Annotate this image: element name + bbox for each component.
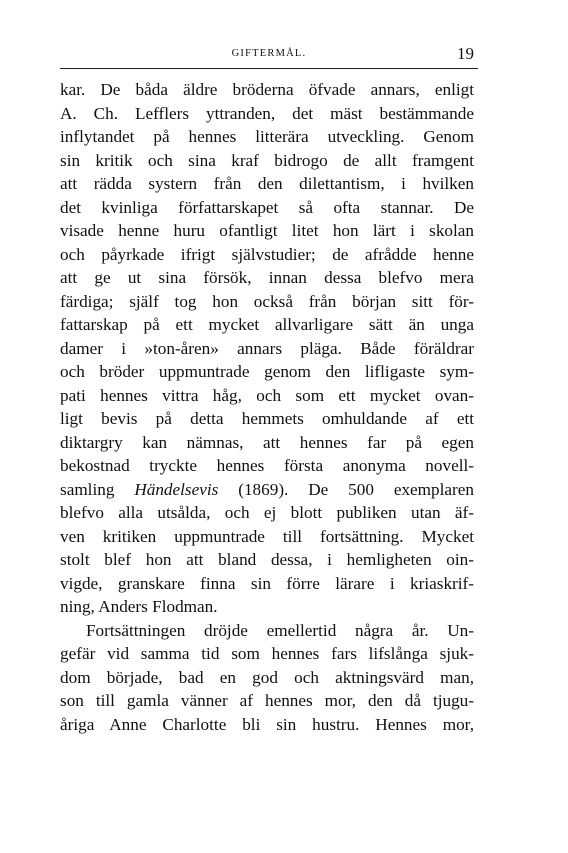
text-line: sin kritik och sina kraf bidrogo de allt framgent <box>60 150 474 170</box>
text-line: blefvo alla utsålda, och ej blott publiken utan äf- <box>60 503 474 522</box>
header-rule <box>60 68 478 69</box>
book-title: Händelsevis <box>134 479 219 499</box>
text-line: gefär vid samma tid som hennes fars lifslånga sjuk- <box>60 644 474 663</box>
text-line: det kvinliga författarskapet så ofta stannar. De <box>60 197 474 217</box>
text-line: fattarskap på ett mycket allvarligare sätt än unga <box>60 315 474 334</box>
text-line: vigde, granskare finna sin förre lärare i kriaskrif- <box>60 573 474 593</box>
text-line: Fortsättningen dröjde emellertid några år. Un- <box>86 620 474 640</box>
line-text: samling <box>60 479 135 499</box>
text-line: damer i »ton-åren» annars pläga. Både föräldrar <box>60 338 474 358</box>
text-line: att rädda systern från den dilettantism, i hvilken <box>60 174 474 193</box>
text-line: färdiga; själf tog hon också från början sitt för- <box>60 291 474 311</box>
page-header <box>60 44 478 66</box>
running-head: GIFTERMÅL. <box>231 48 307 59</box>
text-line: att ge ut sina försök, innan dessa blefvo mera <box>60 268 474 287</box>
text-line: stolt blef hon att bland dessa, i hemligheten oin- <box>60 550 474 569</box>
text-line: ligt bevis på detta hemmets omhuldande af ett <box>60 409 474 428</box>
text-line: dom började, bad en god och aktningsvärd man, <box>60 667 474 687</box>
page-number: 19 <box>457 44 474 63</box>
text-line: pati hennes vittra håg, och som ett mycket ovan- <box>60 385 474 405</box>
text-line: åriga Anne Charlotte bli sin hustru. Hennes mor, <box>60 714 474 734</box>
text-line: och påyrkade ifrigt självstudier; de afrådde henne <box>60 244 474 264</box>
text-line: son till gamla vänner af hennes mor, den då tjugu- <box>60 691 474 710</box>
text-line: visade henne huru ofantligt litet hon lärt i skolan <box>60 221 474 240</box>
text-line: bekostnad tryckte hennes första anonyma novell- <box>60 456 474 475</box>
text-line: diktargry kan nämnas, att hennes far på egen <box>60 432 474 452</box>
text-line: ning, Anders Flodman. <box>60 597 218 616</box>
text-line: inflytandet på hennes litterära utveckling. Genom <box>60 127 474 146</box>
line-text: (1869). De 500 exemplaren <box>218 479 474 499</box>
text-line: kar. De båda äldre bröderna öfvade annars, enligt <box>60 80 474 99</box>
text-line: ven kritiken uppmuntrade till fortsättning. Mycket <box>60 526 474 546</box>
text-line: och bröder uppmuntrade genom den lifligaste sym- <box>60 362 474 381</box>
text-line <box>60 478 474 502</box>
body-text <box>60 78 474 736</box>
text-line: A. Ch. Lefflers yttranden, det mäst bestämmande <box>60 103 474 123</box>
